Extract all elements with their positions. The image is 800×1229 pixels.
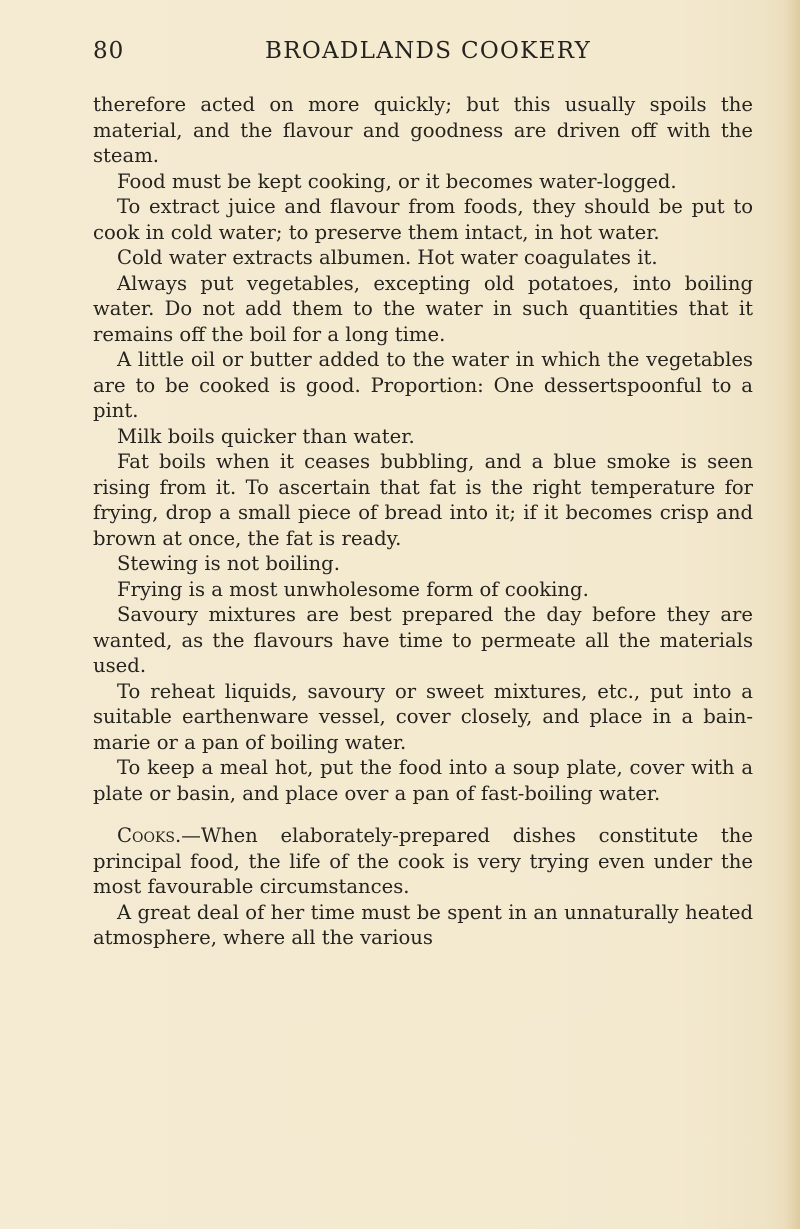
running-head: BROADLANDS COOKERY: [265, 38, 592, 64]
cooks-section-paragraph: [93, 823, 753, 900]
paragraph: Food must be kept cooking, or it becomes water-logged.: [117, 169, 677, 193]
paragraph: Cold water extracts albumen. Hot water coagulates it.: [117, 246, 658, 269]
section-text: —When elaborately-prepared dishes constitute the principal food, the life of the cook is very trying even under the most favourable circumstances.: [93, 824, 753, 898]
paragraph: Fat boils when it ceases bubbling, and a blue smoke is seen rising from it. To ascertain that fat is the right temperature for frying, drop a small piece of bread into it; if it becomes crisp and brown at once, the fat is ready.: [93, 450, 753, 550]
paragraph: therefore acted on more quickly; but this usually spoils the material, and the flavour and goodness are driven off with the steam.: [93, 93, 753, 167]
page-edge-shadow: [786, 0, 800, 1229]
page-header: [93, 38, 753, 74]
paragraph: Savoury mixtures are best prepared the day before they are wanted, as the flavours have time to permeate all the materials used.: [93, 603, 753, 677]
body-text: [93, 92, 753, 951]
paragraph: To keep a meal hot, put the food into a soup plate, cover with a plate or basin, and place over a pan of fast-boiling water.: [93, 756, 753, 805]
paragraph: A great deal of her time must be spent in an unnaturally heated atmosphere, where all the various: [93, 900, 753, 949]
paragraph: A little oil or butter added to the water in which the vegetables are to be cooked is good. Proportion: One dessertspoonful to a pint.: [93, 348, 753, 422]
paragraph: To extract juice and flavour from foods, they should be put to cook in cold water; to preserve them intact, in hot water.: [93, 195, 753, 244]
paragraph: Frying is a most unwholesome form of cooking.: [117, 577, 589, 601]
paragraph: Stewing is not boiling.: [117, 552, 340, 575]
section-heading: Cooks.: [117, 824, 182, 847]
paragraph: Milk boils quicker than water.: [117, 424, 415, 448]
paragraph: To reheat liquids, savoury or sweet mixtures, etc., put into a suitable earthenware vessel, cover closely, and place in a bain-marie or a pan of boiling water.: [93, 679, 753, 754]
page-number: 80: [93, 38, 125, 64]
paragraph: Always put vegetables, excepting old potatoes, into boiling water. Do not add them to the water in such quantities that it remains off the boil for a long time.: [93, 271, 753, 346]
